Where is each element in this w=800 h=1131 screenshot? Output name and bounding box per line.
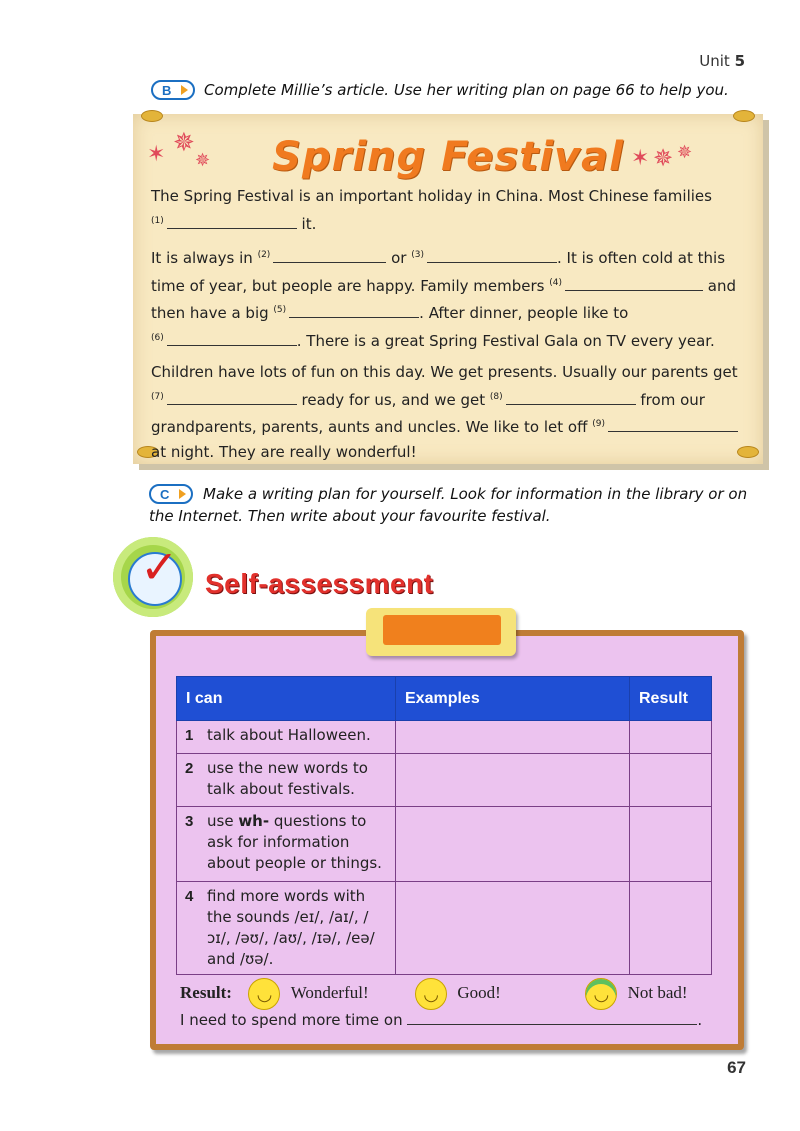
blank-4[interactable]: [565, 276, 703, 291]
pin-icon: [141, 110, 163, 122]
text: and then have a big: [151, 276, 736, 322]
blank-number: (4): [549, 277, 562, 288]
blank-7[interactable]: [167, 390, 297, 405]
blank-number: (2): [257, 250, 271, 260]
improve-line: [180, 1010, 702, 1029]
paragraph-3: [151, 360, 751, 464]
blank-8[interactable]: [506, 390, 636, 405]
blank-9[interactable]: [608, 417, 738, 432]
section-b-badge: [151, 80, 195, 100]
header-i-can: I can: [177, 677, 396, 721]
self-assessment-title: Self-assessment: [205, 568, 434, 599]
badge-letter: C: [160, 486, 170, 502]
self-assessment-table: [176, 676, 712, 975]
star-icon: ✵: [195, 150, 211, 171]
row-number: 1: [185, 727, 194, 744]
result-cell[interactable]: [630, 807, 712, 882]
text: at night. They are really wonderful!: [151, 442, 417, 461]
blank-3[interactable]: [427, 248, 557, 263]
blank-number: (7): [151, 391, 164, 402]
can-cell: [177, 721, 396, 754]
star-icon: ✶: [147, 142, 166, 167]
blank-number: (8): [489, 391, 503, 402]
rating-not-bad: Not bad!: [627, 982, 688, 1002]
blank-2[interactable]: [273, 248, 386, 263]
star-icon: ✵: [653, 144, 674, 172]
pin-icon: [733, 110, 755, 122]
blank-1[interactable]: [167, 214, 297, 229]
badge-arrow-icon: [181, 85, 188, 95]
unit-label: [699, 52, 745, 70]
star-icon: ✵: [677, 142, 693, 163]
section-b-instruction: Complete Millie’s article. Use her writing plan on page 66 to help you.: [204, 81, 729, 99]
can-cell: [177, 754, 396, 807]
blank-number: (9): [592, 419, 605, 429]
row-number: 3: [185, 813, 194, 830]
star-icon: ✶: [631, 146, 650, 171]
badge-letter: B: [162, 82, 172, 98]
page-number: 67: [727, 1058, 746, 1077]
improve-end: .: [697, 1011, 703, 1029]
result-cell[interactable]: [630, 721, 712, 754]
table-row: [177, 754, 712, 807]
text: ready for us, and we get: [301, 390, 486, 409]
result-cell[interactable]: [630, 882, 712, 975]
rating-wonderful: Wonderful!: [290, 982, 369, 1002]
blank-number: (6): [151, 332, 164, 343]
text: . It is often cold at this time of year, but people are happy. Family members: [151, 249, 726, 295]
can-cell: [177, 807, 396, 882]
blank-6[interactable]: [167, 331, 297, 346]
result-cell[interactable]: [630, 754, 712, 807]
row-text: use the new words to talk about festivals.: [207, 759, 368, 798]
checkmark-icon: ✓: [140, 540, 179, 594]
table-row: [177, 807, 712, 882]
star-icon: ✵: [173, 128, 195, 158]
result-legend: [180, 978, 720, 1010]
board-clip-tab: [383, 615, 501, 645]
text: The Spring Festival is an important holiday in China. Most Chinese families: [151, 187, 712, 205]
table-header-row: [177, 677, 712, 721]
text: from our grandparents, parents, aunts and uncles. We like to let off: [151, 390, 705, 436]
article-parchment: [133, 114, 763, 464]
examples-cell[interactable]: [396, 882, 630, 975]
unit-number: 5: [734, 52, 745, 70]
row-text: [207, 811, 387, 874]
section-c-instruction: Make a writing plan for yourself. Look for information in the library or on the Internet. Then write about your favourite festival.: [149, 485, 748, 525]
row-number: 2: [185, 760, 194, 777]
row-text: find more words with the sounds /eɪ/, /aɪ/, /ɔɪ/, /əʊ/, /aʊ/, /ɪə/, /eə/ and /ʊə/.: [207, 887, 375, 968]
text: . After dinner, people like to: [419, 304, 629, 322]
text: or: [391, 249, 407, 267]
text: it.: [301, 214, 317, 233]
text: questions to ask for information about people or things.: [207, 812, 382, 872]
can-cell: [177, 882, 396, 975]
bandana-smile-icon: ◡: [585, 978, 617, 1010]
blank-number: (5): [273, 305, 287, 315]
table-row: [177, 882, 712, 975]
improve-blank[interactable]: [407, 1010, 697, 1025]
text: It is always in: [151, 249, 253, 267]
paragraph-2: [151, 243, 751, 353]
result-label: Result:: [180, 982, 232, 1002]
examples-cell[interactable]: [396, 754, 630, 807]
rating-good: Good!: [457, 982, 501, 1002]
examples-cell[interactable]: [396, 721, 630, 754]
text: . There is a great Spring Festival Gala on TV every year.: [296, 331, 715, 350]
blank-number: (3): [411, 250, 424, 260]
row-text: talk about Halloween.: [207, 726, 371, 744]
row-number: 4: [185, 888, 194, 905]
unit-text: Unit: [699, 52, 730, 70]
article-body: [151, 184, 751, 471]
wh-text: wh-: [238, 812, 270, 830]
examples-cell[interactable]: [396, 807, 630, 882]
text: Children have lots of fun on this day. We get presents. Usually our parents get: [151, 363, 738, 381]
blank-5[interactable]: [289, 303, 419, 318]
big-smile-icon: ◡: [248, 978, 280, 1010]
article-title: Spring Festival: [272, 134, 624, 180]
blank-number: (1): [151, 215, 164, 226]
table-row: [177, 721, 712, 754]
smile-icon: ◡: [415, 978, 447, 1010]
text: use: [207, 812, 239, 830]
header-result: Result: [630, 677, 712, 721]
improve-text: I need to spend more time on: [180, 1011, 403, 1029]
paragraph-1: [151, 184, 751, 236]
header-examples: Examples: [396, 677, 630, 721]
